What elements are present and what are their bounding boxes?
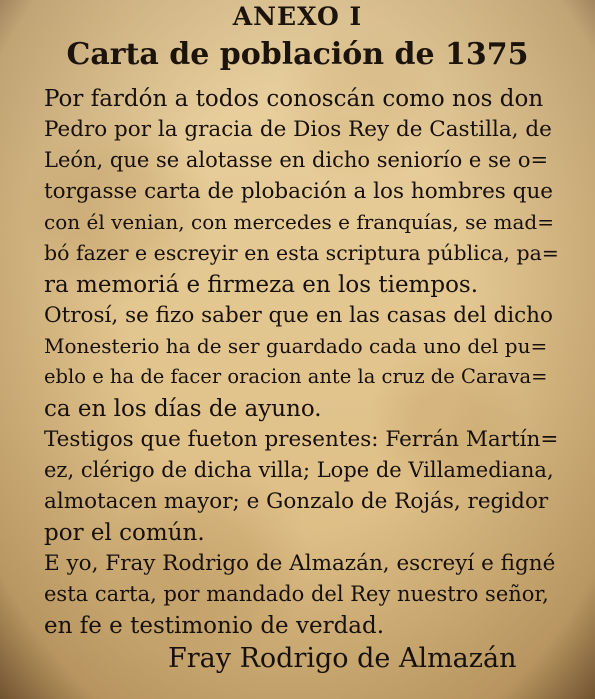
text-line: ra memoriá e firmeza en los tiempos. bbox=[44, 272, 479, 298]
text-line: Monesterio ha de ser guardado cada uno del pu= bbox=[44, 334, 548, 358]
document-subtitle: Carta de población de 1375 bbox=[66, 37, 529, 72]
text-line: en fe e testimonio de verdad. bbox=[44, 613, 385, 639]
text-line: E yo, Fray Rodrigo de Almazán, escreyí e figné bbox=[44, 551, 556, 576]
text-line: con él venian, con mercedes e franquías, se mad= bbox=[44, 210, 554, 234]
text-line: eblo e ha de facer oracion ante la cruz de Carava= bbox=[44, 365, 548, 388]
text-line: Pedro por la gracia de Dios Rey de Castilla, de bbox=[44, 117, 552, 142]
text-line: por el común. bbox=[44, 520, 205, 546]
text-line: Por fardón a todos conoscán como nos don bbox=[44, 86, 544, 112]
document-title: ANEXO I bbox=[232, 2, 363, 31]
text-line: ca en los días de ayuno. bbox=[44, 396, 322, 422]
text-line: almotacen mayor; e Gonzalo de Rojás, regidor bbox=[44, 489, 549, 514]
text-line: torgasse carta de plobación a los hombres que bbox=[44, 179, 554, 204]
text-line: León, que se alotasse en dicho seniorío e se o= bbox=[44, 148, 549, 172]
text-line: Otrosí, se fizo saber que en las casas del dicho bbox=[44, 303, 553, 328]
text-line: bó fazer e escreyir en esta scriptura pública, pa= bbox=[44, 241, 559, 265]
text-line: Testigos que fueton presentes: Ferrán Martín= bbox=[44, 427, 559, 452]
text-line: esta carta, por mandado del Rey nuestro señor, bbox=[44, 582, 549, 606]
text-line: ez, clérigo de dicha villa; Lope de Villamediana, bbox=[44, 458, 554, 482]
signature: Fray Rodrigo de Almazán bbox=[168, 643, 517, 674]
